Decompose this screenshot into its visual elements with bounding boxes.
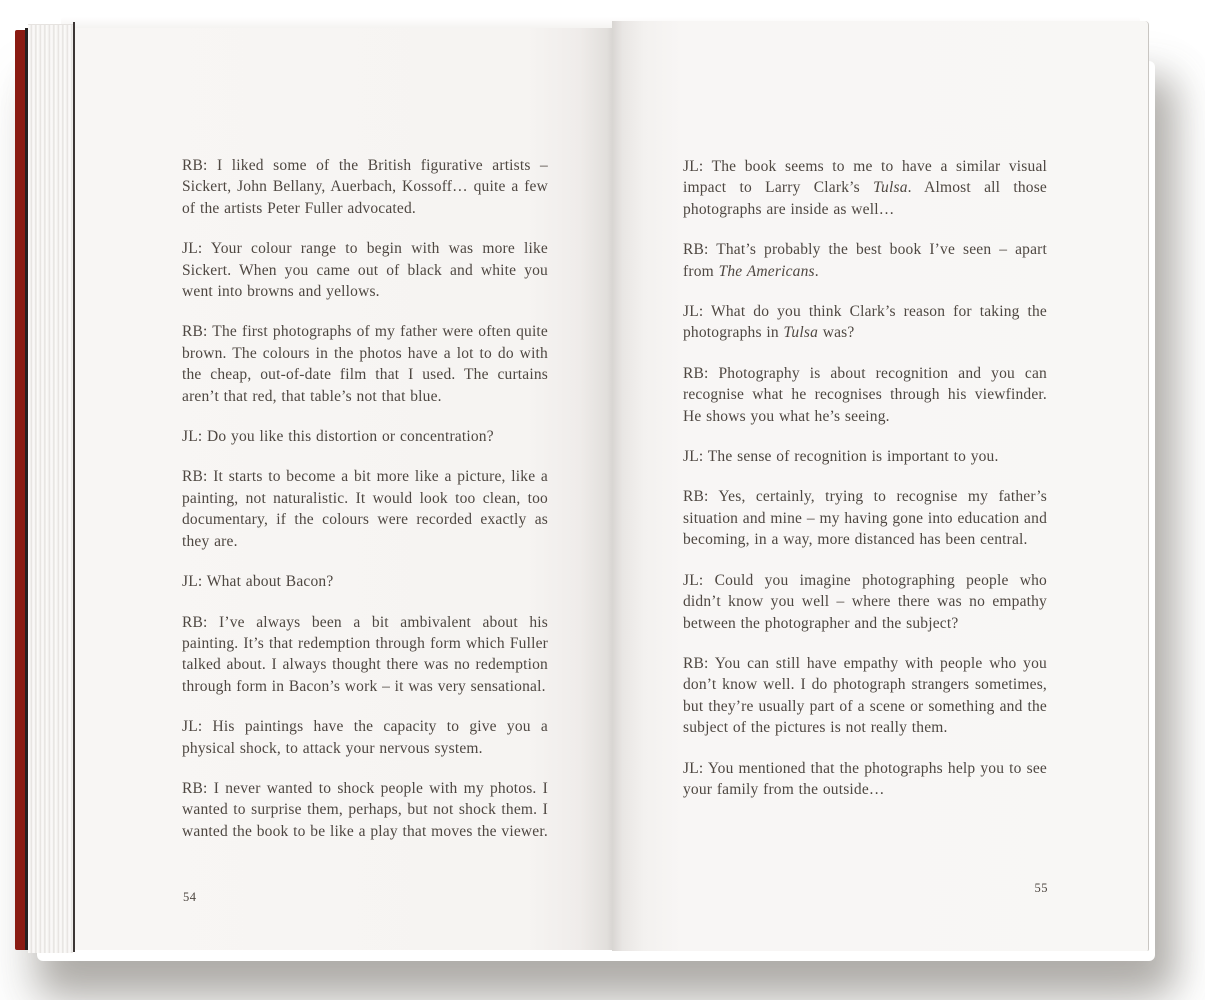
- dialogue-paragraph: JL: Could you imagine photographing people who didn’t know you well – where there was no empathy between the photographer and the subject?: [683, 571, 1047, 632]
- dialogue-paragraph: JL: What do you think Clark’s reason for taking the photographs in Tulsa was?: [683, 303, 1047, 342]
- book-spread: [15, 16, 1148, 952]
- dialogue-paragraph: JL: Do you like this distortion or concentration?: [182, 428, 494, 446]
- page-edge-stack: [28, 24, 73, 953]
- dialogue-paragraph: RB: The first photographs of my father were often quite brown. The colours in the photos have a lot to do with the cheap, out-of-date film that I used. The curtains aren’t that red, that table’s not that blue.: [182, 323, 548, 405]
- right-page-number: 55: [1034, 881, 1048, 895]
- dialogue-paragraph: RB: That’s probably the best book I’ve seen – apart from The Americans.: [683, 241, 1047, 280]
- dialogue-paragraph: RB: Yes, certainly, trying to recognise my father’s situation and mine – my having gone into education and becoming, in a way, more distanced has been central.: [683, 488, 1047, 549]
- left-page: [75, 28, 612, 950]
- dialogue-paragraph: RB: Photography is about recognition and you can recognise what he recognises through his viewfinder. He shows you what he’s seeing.: [683, 364, 1047, 425]
- dialogue-paragraph: RB: I never wanted to shock people with my photos. I wanted to surprise them, perhaps, but not shock them. I wanted the book to be like a play that moves the viewer.: [182, 779, 548, 840]
- left-page-number: 54: [183, 890, 197, 904]
- dialogue-paragraph: RB: You can still have empathy with people who you don’t know well. I do photograph strangers sometimes, but they’re usually part of a scene or something and the subject of the pictures is not really them.: [683, 654, 1047, 737]
- dialogue-paragraph: JL: What about Bacon?: [182, 573, 334, 591]
- dialogue-paragraph: JL: Your colour range to begin with was more like Sickert. When you came out of black and white you went into browns and yellows.: [182, 240, 548, 301]
- dialogue-paragraph: RB: It starts to become a bit more like a picture, like a painting, not naturalistic. It would look too clean, too documentary, if the colours were recorded exactly as they are.: [182, 468, 548, 550]
- dialogue-paragraph: RB: I liked some of the British figurative artists – Sickert, John Bellany, Auerbach, Kossoff… quite a few of the artists Peter Fuller advocated.: [182, 157, 548, 217]
- left-page-text: [182, 155, 548, 861]
- cover-edge-red: [15, 30, 25, 950]
- right-page: [612, 21, 1149, 951]
- right-page-text: [683, 156, 1047, 819]
- dialogue-paragraph: JL: The book seems to me to have a similar visual impact to Larry Clark’s Tulsa. Almost all those photographs are inside as well…: [683, 158, 1048, 218]
- dialogue-paragraph: JL: The sense of recognition is important to you.: [683, 448, 999, 466]
- dialogue-paragraph: JL: You mentioned that the photographs help you to see your family from the outside…: [683, 759, 1047, 798]
- dialogue-paragraph: JL: His paintings have the capacity to give you a physical shock, to attack your nervous system.: [182, 718, 548, 757]
- dialogue-paragraph: RB: I’ve always been a bit ambivalent about his painting. It’s that redemption through form which Fuller talked about. I always thought there was no redemption through form in Bacon’s work – it was very sensational.: [182, 613, 548, 695]
